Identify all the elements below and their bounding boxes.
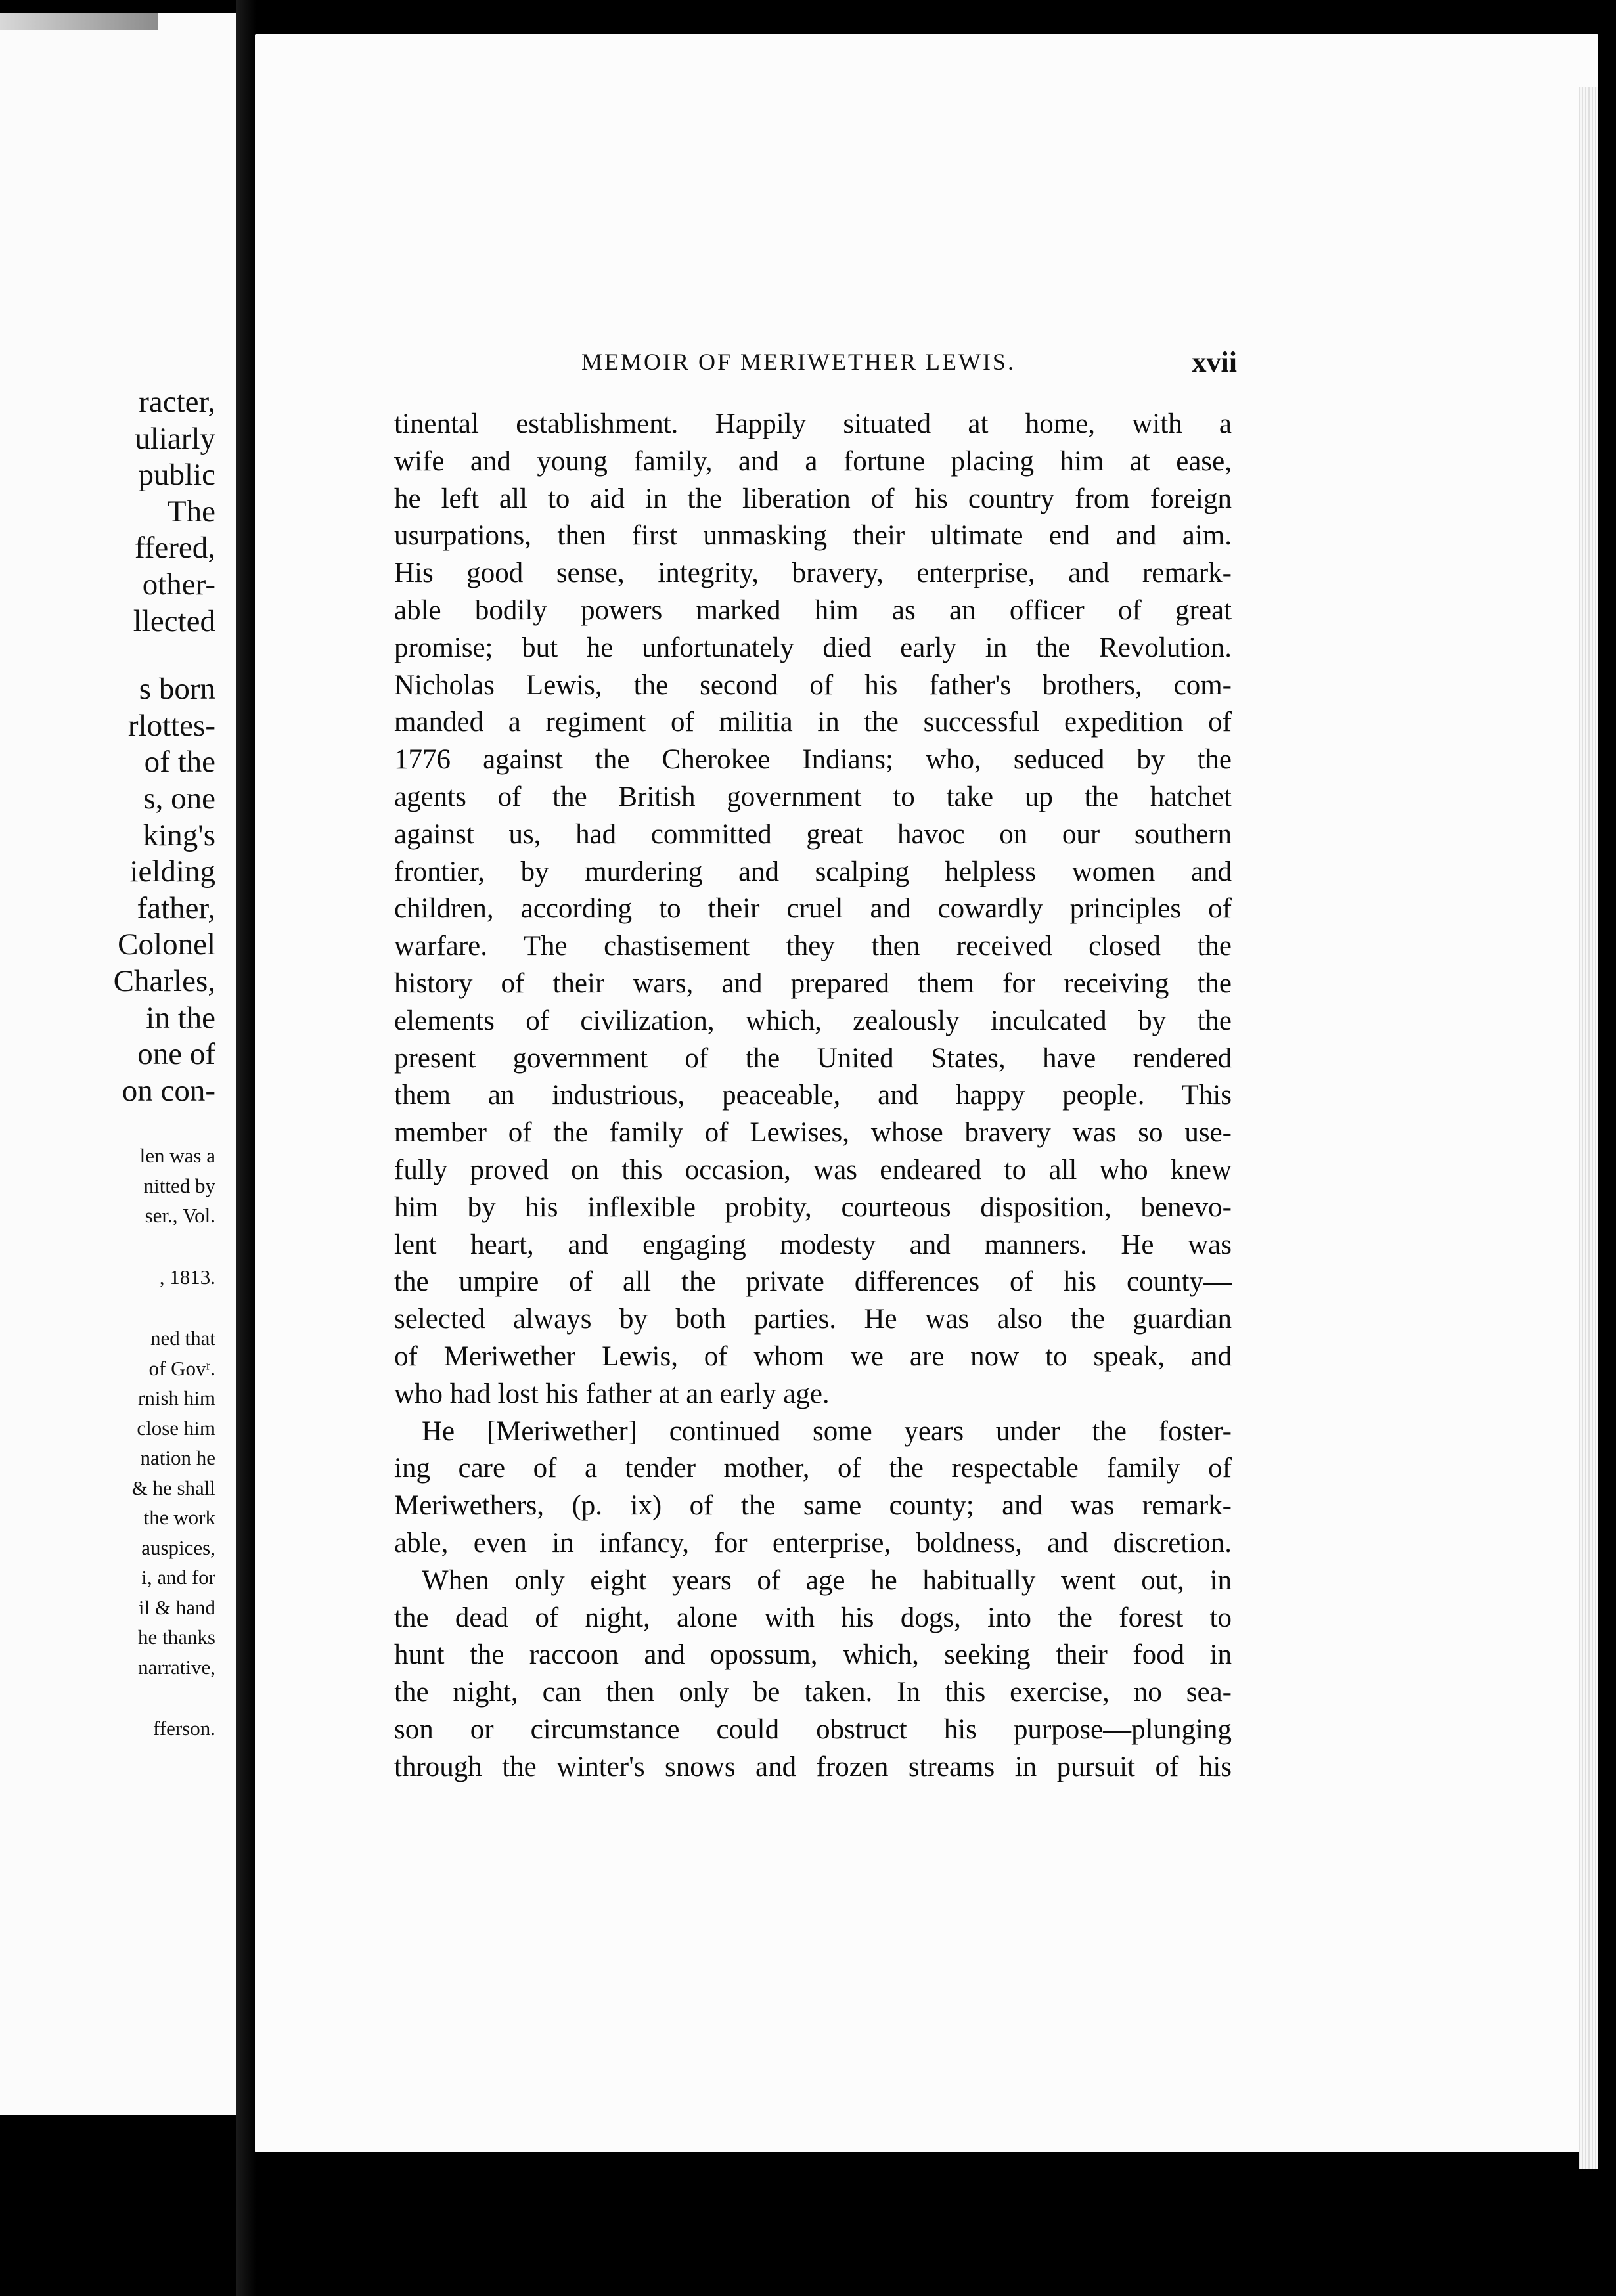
text-line: him by his inflexible probity, courteous disposition, benevo- bbox=[394, 1191, 1232, 1223]
left-note-line: he thanks bbox=[138, 1625, 215, 1649]
left-note-line: ned that bbox=[150, 1327, 215, 1350]
text-line: he left all to aid in the liberation of his country from foreign bbox=[394, 483, 1232, 514]
left-line: other- bbox=[142, 567, 215, 602]
left-line: s, one bbox=[143, 781, 215, 816]
text-line: member of the family of Lewises, whose bravery was so use- bbox=[394, 1117, 1232, 1149]
text-line: against us, had committed great havoc on our southern bbox=[394, 818, 1232, 850]
left-line: ffered, bbox=[134, 531, 215, 565]
left-line: racter, bbox=[139, 385, 215, 419]
text-line: lent heart, and engaging modesty and manners. He was bbox=[394, 1229, 1232, 1260]
text-line: Meriwethers, (p. ix) of the same county; and was remark- bbox=[394, 1490, 1232, 1522]
text-line: fully proved on this occasion, was endeared to all who knew bbox=[394, 1154, 1232, 1185]
left-line: s born bbox=[139, 672, 215, 707]
left-line: of the bbox=[144, 745, 215, 780]
text-line: warfare. The chastisement they then received closed the bbox=[394, 931, 1232, 962]
left-facing-page bbox=[0, 13, 240, 2115]
text-line: son or circumstance could obstruct his purpose—plunging bbox=[394, 1713, 1232, 1745]
left-line: king's bbox=[143, 818, 215, 852]
text-line: of Meriwether Lewis, of whom we are now to speak, and bbox=[394, 1340, 1232, 1372]
text-line: tinental establishment. Happily situated at home, with a bbox=[394, 408, 1232, 439]
book-gutter bbox=[236, 0, 256, 2296]
left-note-line: close him bbox=[137, 1416, 215, 1440]
text-line: the night, can then only be taken. In this exercise, no sea- bbox=[394, 1677, 1232, 1708]
text-line: who had lost his father at an early age. bbox=[394, 1378, 830, 1409]
left-note-line: & he shall bbox=[131, 1476, 215, 1499]
left-line: llected bbox=[133, 604, 215, 638]
left-note-line: of Govʳ. bbox=[148, 1356, 215, 1380]
left-note-line: ser., Vol. bbox=[145, 1204, 215, 1227]
text-line: promise; but he unfortunately died early in the Revolution. bbox=[394, 632, 1232, 663]
page-edge-stack bbox=[1579, 87, 1598, 2169]
text-line: the dead of night, alone with his dogs, into the forest to bbox=[394, 1602, 1232, 1633]
left-line: public bbox=[138, 458, 215, 493]
left-line: father, bbox=[137, 891, 215, 925]
text-line: the umpire of all the private differences of his county— bbox=[394, 1266, 1232, 1298]
left-note-line: , 1813. bbox=[159, 1265, 215, 1289]
left-note-line: auspices, bbox=[141, 1535, 215, 1559]
left-page-text bbox=[114, 384, 215, 1744]
text-line: ing care of a tender mother, of the respectable family of bbox=[394, 1453, 1232, 1484]
left-note-line: narrative, bbox=[138, 1655, 215, 1679]
left-line: rlottes- bbox=[127, 708, 215, 743]
text-line: children, according to their cruel and cowardly principles of bbox=[394, 893, 1232, 925]
left-note-line: the work bbox=[143, 1506, 215, 1530]
left-line: one of bbox=[137, 1037, 215, 1072]
text-line: His good sense, integrity, bravery, enterprise, and remark- bbox=[394, 558, 1232, 589]
left-line: ielding bbox=[129, 854, 215, 889]
text-line: When only eight years of age he habitually went out, in bbox=[422, 1564, 1232, 1596]
text-line: present government of the United States, have rendered bbox=[394, 1042, 1232, 1074]
left-note-line: len was a bbox=[139, 1144, 215, 1168]
running-head bbox=[581, 348, 1237, 387]
text-line: able, even in infancy, for enterprise, boldness, and discretion. bbox=[394, 1527, 1232, 1558]
text-line: elements of civilization, which, zealously inculcated by the bbox=[394, 1005, 1232, 1036]
left-note-line: i, and for bbox=[141, 1566, 215, 1589]
text-line: frontier, by murdering and scalping helpless women and bbox=[394, 856, 1232, 887]
left-note-line: il & hand bbox=[138, 1595, 215, 1619]
left-line: Charles, bbox=[113, 963, 215, 998]
left-note-line: nation he bbox=[140, 1446, 215, 1470]
left-line: uliarly bbox=[135, 421, 215, 456]
text-line: selected always by both parties. He was also the guardian bbox=[394, 1304, 1232, 1335]
page-number: xvii bbox=[1192, 346, 1237, 378]
page-edge-mark bbox=[0, 13, 158, 30]
left-line: on con- bbox=[122, 1073, 215, 1108]
running-title: MEMOIR OF MERIWETHER LEWIS. bbox=[581, 349, 1016, 375]
text-line: 1776 against the Cherokee Indians; who, seduced by the bbox=[394, 744, 1232, 776]
text-line: history of their wars, and prepared them for receiving the bbox=[394, 967, 1232, 999]
left-line: in the bbox=[146, 1000, 215, 1035]
text-line: able bodily powers marked him as an officer of great bbox=[394, 594, 1232, 626]
left-note-line: fferson. bbox=[153, 1717, 215, 1740]
text-line: through the winter's snows and frozen streams in pursuit of his bbox=[394, 1751, 1232, 1782]
text-line: He [Meriwether] continued some years under the foster- bbox=[422, 1415, 1232, 1447]
left-note-line: rnish him bbox=[138, 1386, 215, 1410]
text-line: usurpations, then first unmasking their ultimate end and aim. bbox=[394, 520, 1232, 552]
body-text bbox=[394, 406, 1232, 1786]
left-note-line: nitted by bbox=[143, 1174, 215, 1197]
text-line: manded a regiment of militia in the successful expedition of bbox=[394, 707, 1232, 738]
left-line: The bbox=[167, 494, 215, 529]
text-line: hunt the raccoon and opossum, which, seeking their food in bbox=[394, 1639, 1232, 1671]
text-line: wife and young family, and a fortune placing him at ease, bbox=[394, 445, 1232, 477]
left-line: Colonel bbox=[118, 927, 215, 962]
text-line: agents of the British government to take up the hatchet bbox=[394, 781, 1232, 812]
text-line: Nicholas Lewis, the second of his father's brothers, com- bbox=[394, 669, 1232, 701]
text-line: them an industrious, peaceable, and happy people. This bbox=[394, 1080, 1232, 1111]
